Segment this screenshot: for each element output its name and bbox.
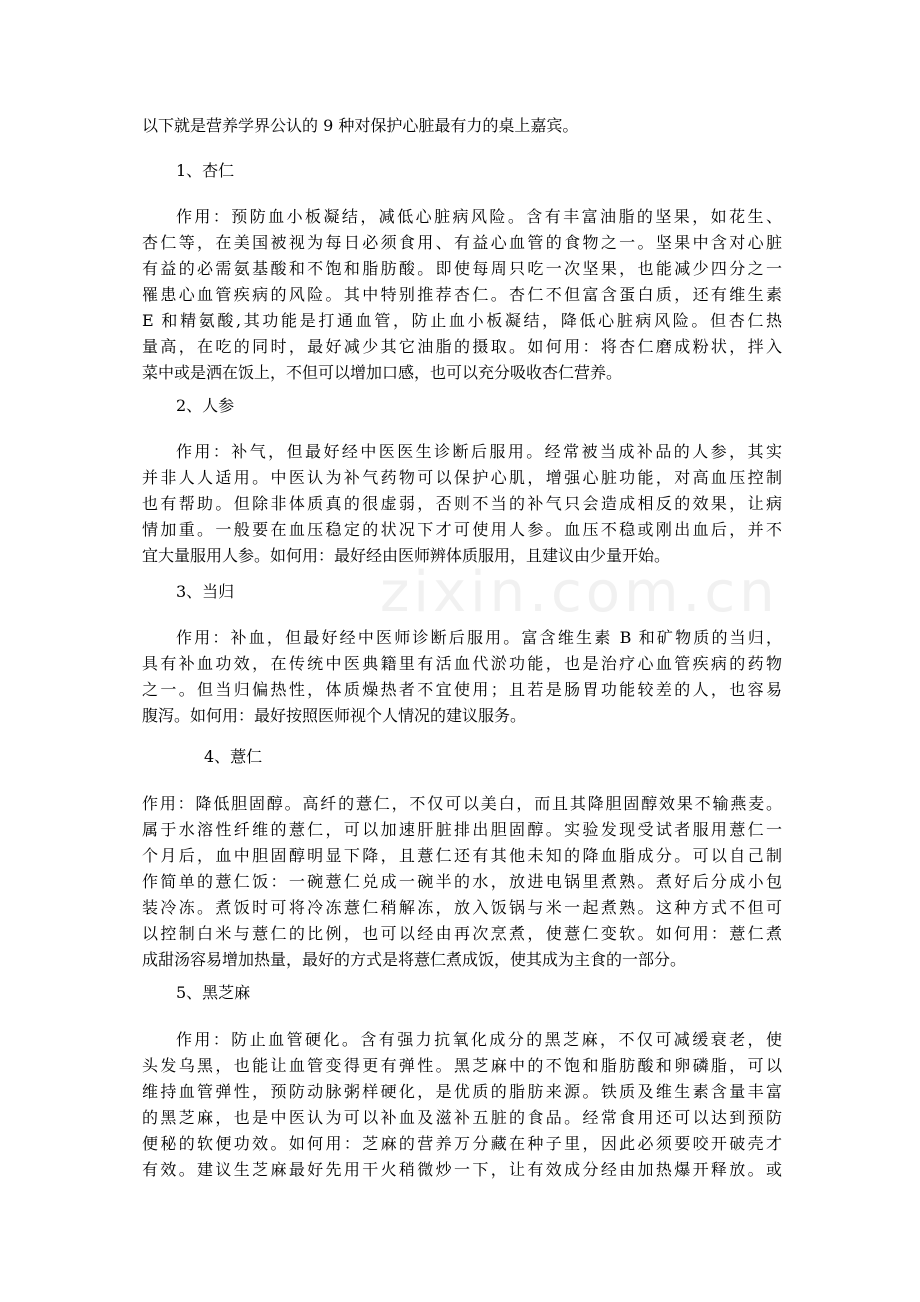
section-heading: 3、当归 <box>176 582 235 601</box>
paragraph-line: 作用：降低胆固醇。高纤的薏仁，不仅可以美白，而且其降胆固醇效果不输燕麦。 <box>142 794 782 813</box>
paragraph-line: 杏仁等，在美国被视为每日必须食用、有益心血管的食物之一。坚果中含对心脏 <box>142 233 782 252</box>
paragraph-line: 菜中或是洒在饭上，不但可以增加口感，也可以充分吸收杏仁营养。 <box>142 363 623 382</box>
paragraph-line: 头发乌黑，也能让血管变得更有弹性。黑芝麻中的不饱和脂肪酸和卵磷脂，可以 <box>142 1056 782 1075</box>
paragraph-line: 个月后，血中胆固醇明显下降，且薏仁还有其他未知的降血脂成分。可以自己制 <box>142 846 782 865</box>
paragraph-line: 腹泻。如何用：最好按照医师视个人情况的建议服务。 <box>142 706 527 725</box>
paragraph-line: 便秘的软便功效。如何用：芝麻的营养万分藏在种子里，因此必须要咬开破壳才 <box>142 1134 782 1153</box>
paragraph-line: 作用：补血，但最好经中医师诊断后服用。富含维生素 B 和矿物质的当归， <box>176 628 782 647</box>
section-heading: 2、人参 <box>176 396 235 415</box>
paragraph-line: 情加重。一般要在血压稳定的状况下才可使用人参。血压不稳或刚出血后，并不 <box>142 520 782 539</box>
paragraph-line: 有益的必需氨基酸和不饱和脂肪酸。即使每周只吃一次坚果，也能减少四分之一 <box>142 259 782 278</box>
paragraph-line: 成甜汤容易增加热量，最好的方式是将薏仁煮成饭，使其成为主食的一部分。 <box>142 950 687 969</box>
paragraph-line: 维持血管弹性，预防动脉粥样硬化，是优质的脂肪来源。铁质及维生素含量丰富 <box>142 1082 782 1101</box>
section-heading: 1、杏仁 <box>176 161 235 180</box>
section-heading: 5、黑芝麻 <box>176 983 251 1002</box>
watermark: zixin.com.cn <box>380 560 779 625</box>
paragraph-line: 作用：防止血管硬化。含有强力抗氧化成分的黑芝麻，不仅可减缓衰老，使 <box>176 1030 782 1049</box>
paragraph-line: 罹患心血管疾病的风险。其中特别推荐杏仁。杏仁不但富含蛋白质，还有维生素 <box>142 285 782 304</box>
paragraph-line: 以控制白米与薏仁的比例，也可以经由再次烹煮，使薏仁变软。如何用：薏仁煮 <box>142 924 782 943</box>
paragraph-line: 属于水溶性纤维的薏仁，可以加速肝脏排出胆固醇。实验发现受试者服用薏仁一 <box>142 820 782 839</box>
paragraph-line: E 和精氨酸,其功能是打通血管，防止血小板凝结，降低心脏病风险。但杏仁热 <box>142 311 782 330</box>
paragraph-line: 作简单的薏仁饭：一碗薏仁兑成一碗半的水，放进电锅里煮熟。煮好后分成小包 <box>142 872 782 891</box>
paragraph-line: 作用：预防血小板凝结，减低心脏病风险。含有丰富油脂的坚果，如花生、 <box>176 207 782 226</box>
intro-paragraph: 以下就是营养学界公认的 9 种对保护心脏最有力的桌上嘉宾。 <box>142 116 579 135</box>
paragraph-line: 并非人人适用。中医认为补气药物可以保护心肌，增强心脏功能，对高血压控制 <box>142 468 782 487</box>
paragraph-line: 之一。但当归偏热性，体质燥热者不宜使用；且若是肠胃功能较差的人，也容易 <box>142 680 782 699</box>
paragraph-line: 具有补血功效，在传统中医典籍里有活血代淤功能，也是治疗心血管疾病的药物 <box>142 654 782 673</box>
paragraph-line: 作用：补气，但最好经中医医生诊断后服用。经常被当成补品的人参，其实 <box>176 442 782 461</box>
paragraph-line: 有效。建议生芝麻最好先用干火稍微炒一下，让有效成分经由加热爆开释放。或 <box>142 1160 782 1179</box>
section-heading: 4、薏仁 <box>204 747 263 766</box>
paragraph-line: 装冷冻。煮饭时可将冷冻薏仁稍解冻，放入饭锅与米一起煮熟。这种方式不但可 <box>142 898 782 917</box>
paragraph-line: 宜大量服用人参。如何用：最好经由医师辨体质服用，且建议由少量开始。 <box>142 546 671 565</box>
paragraph-line: 也有帮助。但除非体质真的很虚弱，否则不当的补气只会造成相反的效果，让病 <box>142 494 782 513</box>
paragraph-line: 量高，在吃的同时，最好减少其它油脂的摄取。如何用：将杏仁磨成粉状，拌入 <box>142 337 782 356</box>
paragraph-line: 的黑芝麻，也是中医认为可以补血及滋补五脏的食品。经常食用还可以达到预防 <box>142 1108 782 1127</box>
